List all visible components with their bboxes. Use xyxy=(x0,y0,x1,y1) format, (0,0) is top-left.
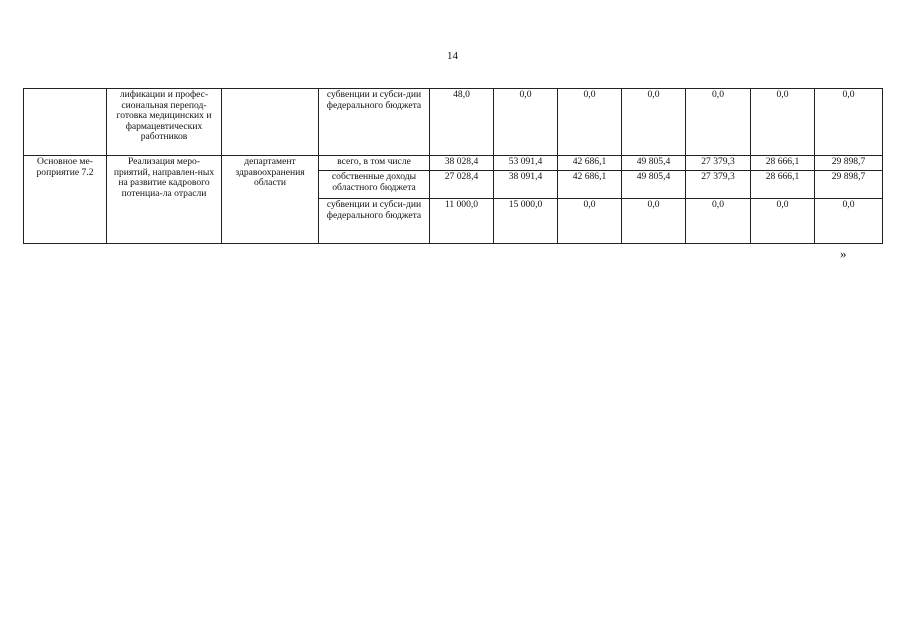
value-cell: 27 379,3 xyxy=(686,156,751,171)
value-cell: 27 028,4 xyxy=(430,171,494,199)
page-number: 14 xyxy=(447,50,458,62)
value-cell: 38 091,4 xyxy=(494,171,558,199)
value-cell: 29 898,7 xyxy=(815,156,883,171)
value-cell: 0,0 xyxy=(558,199,622,244)
value-cell: 48,0 xyxy=(430,89,494,156)
value-cell: 11 000,0 xyxy=(430,199,494,244)
closing-quote: » xyxy=(840,246,847,261)
value-cell: 0,0 xyxy=(751,199,815,244)
value-cell: 29 898,7 xyxy=(815,171,883,199)
activity-name-cell: Реализация меро-приятий, направлен-ных на развитие кадрового потенциа-ла отрасли xyxy=(107,156,222,244)
executor-cell-empty xyxy=(222,89,319,156)
value-cell: 0,0 xyxy=(622,89,686,156)
value-cell: 42 686,1 xyxy=(558,171,622,199)
value-cell: 53 091,4 xyxy=(494,156,558,171)
value-cell: 42 686,1 xyxy=(558,156,622,171)
table-row-measure-total xyxy=(24,156,883,171)
value-cell: 49 805,4 xyxy=(622,171,686,199)
funding-source-cell: всего, в том числе xyxy=(319,156,430,171)
value-cell: 0,0 xyxy=(686,89,751,156)
value-cell: 0,0 xyxy=(494,89,558,156)
value-cell: 38 028,4 xyxy=(430,156,494,171)
funding-source-cell: субвенции и субси-дии федерального бюджета xyxy=(319,89,430,156)
value-cell: 49 805,4 xyxy=(622,156,686,171)
value-cell: 0,0 xyxy=(751,89,815,156)
value-cell: 0,0 xyxy=(622,199,686,244)
value-cell: 0,0 xyxy=(815,199,883,244)
value-cell: 0,0 xyxy=(815,89,883,156)
value-cell: 0,0 xyxy=(558,89,622,156)
value-cell: 28 666,1 xyxy=(751,156,815,171)
funding-source-cell: субвенции и субси-дии федерального бюджета xyxy=(319,199,430,244)
measure-cell-empty xyxy=(24,89,107,156)
value-cell: 0,0 xyxy=(686,199,751,244)
value-cell: 28 666,1 xyxy=(751,171,815,199)
value-cell: 15 000,0 xyxy=(494,199,558,244)
funding-source-cell: собственные доходы областного бюджета xyxy=(319,171,430,199)
value-cell: 27 379,3 xyxy=(686,171,751,199)
measure-cell: Основное ме-роприятие 7.2 xyxy=(24,156,107,244)
activity-name-cell: лификации и профес-сиональная перепод-готовка медицинских и фармацевтических работников xyxy=(107,89,222,156)
budget-table xyxy=(23,88,883,244)
executor-cell: департамент здравоохранения области xyxy=(222,156,319,244)
table-row-continuation xyxy=(24,89,883,156)
